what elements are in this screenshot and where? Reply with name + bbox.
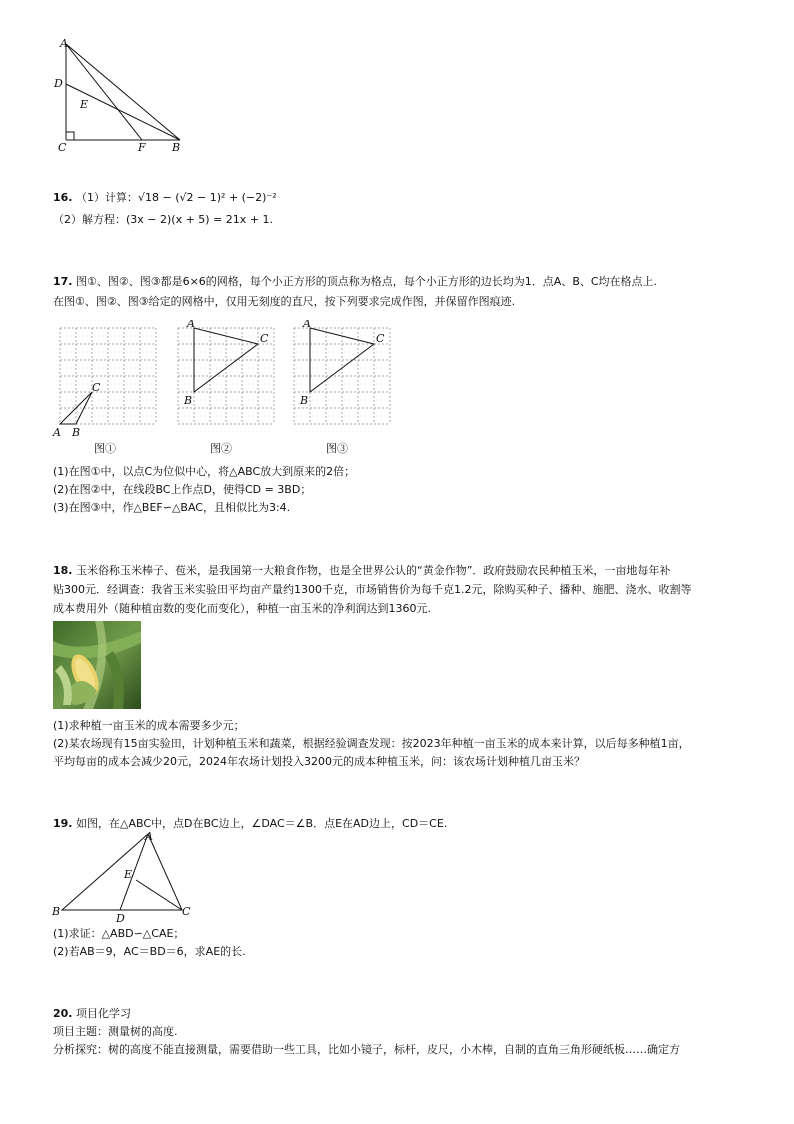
corn-photo [53, 621, 141, 709]
label-B: B [172, 141, 181, 154]
grid2-label-B: B [184, 394, 193, 407]
q18-p1 [53, 563, 670, 579]
q18-sub2b: 平均每亩的成本会减少20元，2024年农场计划投入3200元的成本种植玉米，问：该农场计划种植几亩玉米？ [53, 755, 585, 768]
grid2-label-C: C [260, 332, 269, 345]
grid-figure-2 [170, 320, 282, 440]
grid-figure-1 [52, 320, 164, 440]
q17-intro1 [53, 274, 657, 290]
q20-topic: 项目主题：测量树的高度. [53, 1025, 178, 1038]
q17-sub3: (3)在图③中，作△BEF∽△BAC，且相似比为3:4. [53, 501, 291, 514]
q19-label-C: C [182, 905, 191, 918]
q16-calc: （1）计算：√18 − (√2 − 1)² + (−2)⁻² [76, 191, 277, 204]
q18-number: 18. [53, 564, 73, 577]
q17-number: 17. [53, 275, 73, 288]
grid1-label-A: A [53, 426, 61, 439]
q20-number: 20. [53, 1007, 73, 1020]
q19-intro-text: 如图，在△ABC中，点D在BC边上，∠DAC＝∠B．点E在AD边上，CD＝CE. [76, 817, 448, 830]
figure-q19 [50, 828, 200, 928]
label-F: F [138, 141, 146, 154]
q20-title-text: 项目化学习 [76, 1007, 131, 1020]
q19-label-A: A [145, 830, 153, 843]
q16-line1 [53, 190, 277, 206]
q19-label-D: D [116, 912, 125, 925]
q19-sub1: (1)求证：△ABD∽△CAE； [53, 927, 185, 940]
q18-p1-text: 玉米俗称玉米棒子、苞米，是我国第一大粮食作物，也是全世界公认的“黄金作物”．政府鼓励农民种植玉米，一亩地每年补 [76, 564, 671, 577]
caption-fig3: 图③ [326, 442, 348, 455]
q19-number: 19. [53, 817, 73, 830]
q19-sub2: (2)若AB＝9，AC＝BD＝6，求AE的长. [53, 945, 246, 958]
label-D: D [54, 77, 63, 90]
q17-sub1: (1)在图①中，以点C为位似中心，将△ABC放大到原来的2倍； [53, 465, 356, 478]
grid3-label-C: C [376, 332, 385, 345]
q18-p3: 成本费用外（随种植亩数的变化而变化），种植一亩玉米的净利润达到1360元. [53, 602, 431, 615]
caption-fig1: 图① [94, 442, 116, 455]
q18-sub2a: (2)某农场现有15亩实验田，计划种植玉米和蔬菜，根据经验调查发现：按2023年种植一亩玉米的成本来计算，以后每多种植1亩， [53, 737, 690, 750]
grid-figure-3 [286, 320, 398, 440]
grid3-label-B: B [300, 394, 309, 407]
q18-p2: 贴300元．经调查：我省玉米实验田平均亩产量约1300千克，市场销售价为每千克1.2元，除购买种子、播种、施肥、浇水、收割等 [53, 583, 692, 596]
q16-number: 16. [53, 191, 73, 204]
q19-label-B: B [52, 905, 61, 918]
grid3-label-A: A [303, 320, 311, 330]
q17-sub2: (2)在图②中，在线段BC上作点D，使得CD = 3BD； [53, 483, 312, 496]
q17-intro2: 在图①、图②、图③给定的网格中，仅用无刻度的直尺，按下列要求完成作图，并保留作图痕迹. [53, 295, 516, 308]
q20-analysis: 分析探究：树的高度不能直接测量，需要借助一些工具，比如小镜子，标杆，皮尺，小木棒，自制的直角三角形硬纸板……确定方 [53, 1043, 680, 1056]
q17-intro1-text: 图①、图②、图③都是6×6的网格，每个小正方形的顶点称为格点，每个小正方形的边长均为1．点A、B、C均在格点上. [76, 275, 658, 288]
q20-title [53, 1006, 131, 1022]
figure-q15 [50, 36, 190, 156]
label-C: C [58, 141, 67, 154]
label-A: A [60, 37, 68, 50]
caption-fig2: 图② [210, 442, 232, 455]
label-E: E [80, 98, 89, 111]
q19-label-E: E [124, 868, 133, 881]
q16-line2: （2）解方程：(3x − 2)(x + 5) = 21x + 1. [53, 213, 274, 226]
q18-sub1: (1)求种植一亩玉米的成本需要多少元； [53, 719, 245, 732]
grid1-label-B: B [72, 426, 81, 439]
grid2-label-A: A [187, 320, 195, 330]
grid1-label-C: C [92, 381, 101, 394]
